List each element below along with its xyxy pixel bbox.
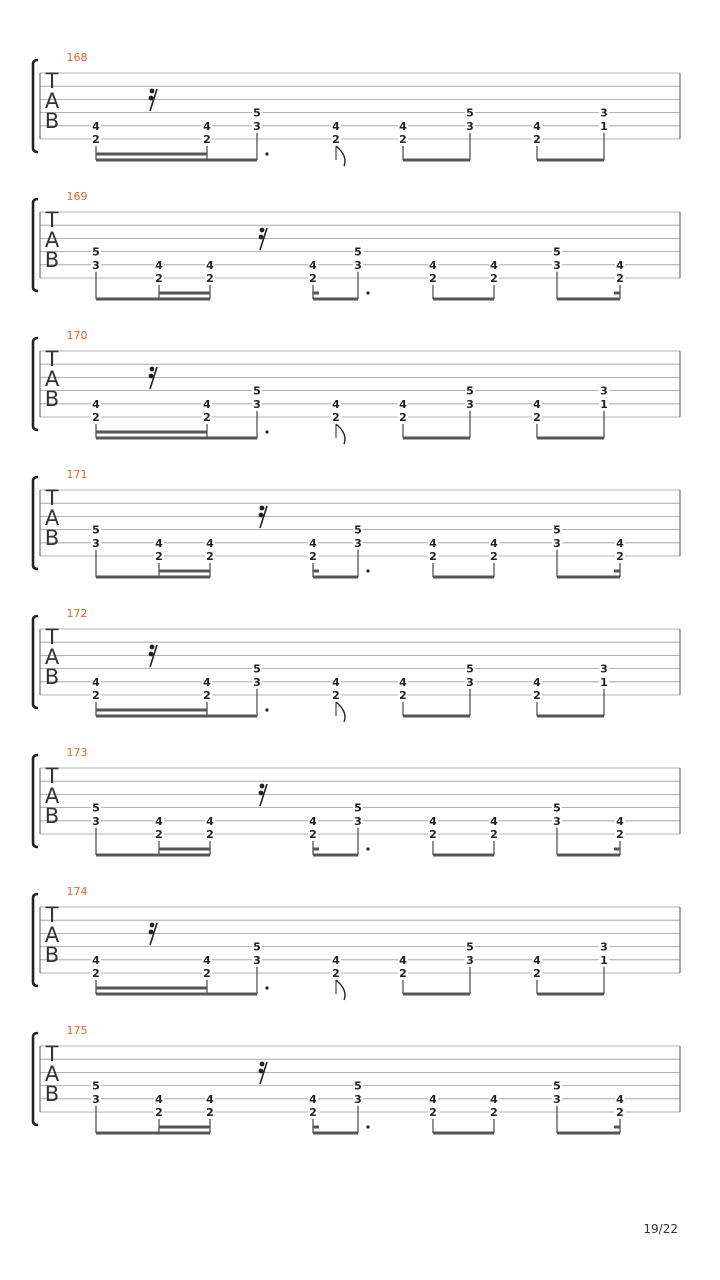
tab-clef-letter: T [45, 1042, 59, 1066]
eighth-flag-icon [336, 980, 345, 1000]
tab-clef-letter: A [44, 89, 60, 113]
fret-number: 5 [354, 801, 362, 815]
fret-number: 2 [429, 1106, 437, 1119]
sixteenth-beam [159, 848, 210, 851]
beam [403, 993, 470, 996]
fret-number: 4 [429, 1092, 437, 1106]
fret-number: 1 [600, 119, 608, 133]
fret-number: 2 [203, 967, 211, 980]
system-bracket [33, 338, 38, 430]
tab-clef-letter: T [45, 69, 59, 93]
rhythm-dot [366, 569, 369, 572]
sixteenth-beam [159, 292, 210, 295]
measure-number: 170 [66, 329, 88, 342]
fret-number: 2 [206, 1106, 214, 1119]
measure-number: 175 [66, 1024, 88, 1037]
fret-number: 1 [600, 953, 608, 967]
beam [557, 576, 620, 579]
fret-number: 4 [155, 1092, 163, 1106]
tab-clef-letter: T [45, 208, 59, 232]
fret-number: 5 [553, 1079, 561, 1093]
fret-number: 2 [399, 689, 407, 702]
beam [537, 993, 604, 996]
rest-dot [260, 228, 265, 233]
beam [537, 159, 604, 162]
tab-clef-letter: A [44, 228, 60, 252]
sixteenth-beam [159, 570, 210, 573]
rest-dot [150, 367, 155, 372]
beam [433, 576, 494, 579]
tab-clef-letter: B [44, 665, 60, 689]
fret-number: 2 [155, 272, 163, 285]
beam [313, 854, 358, 857]
sixteenth-beam-stub [614, 292, 620, 295]
system-bracket [33, 60, 38, 152]
fret-number: 4 [309, 1092, 317, 1106]
sixteenth-beam [96, 431, 207, 434]
fret-number: 2 [399, 133, 407, 146]
fret-number: 4 [332, 119, 340, 133]
beam [96, 576, 210, 579]
fret-number: 4 [92, 119, 100, 133]
measure-number: 173 [66, 746, 88, 759]
tab-clef-letter: A [44, 784, 60, 808]
fret-number: 4 [616, 1092, 624, 1106]
fret-number: 4 [155, 258, 163, 272]
tab-clef-letter: A [44, 923, 60, 947]
tab-clef-letter: B [44, 526, 60, 550]
rest-dot [149, 96, 154, 101]
beam [433, 1132, 494, 1135]
rest-dot [259, 513, 264, 518]
system-bracket [33, 894, 38, 986]
fret-number: 4 [92, 675, 100, 689]
fret-number: 2 [92, 689, 100, 702]
fret-number: 5 [253, 662, 261, 676]
fret-number: 4 [203, 675, 211, 689]
rest-dot [259, 1069, 264, 1074]
fret-number: 2 [533, 411, 541, 424]
system-bracket [33, 755, 38, 847]
tab-clef-letter: B [44, 109, 60, 133]
fret-number: 5 [253, 384, 261, 398]
rest-dot [149, 652, 154, 657]
fret-number: 2 [533, 133, 541, 146]
sixteenth-beam [96, 709, 207, 712]
fret-number: 2 [616, 550, 624, 563]
fret-number: 2 [206, 550, 214, 563]
tab-clef-letter: T [45, 347, 59, 371]
fret-number: 3 [553, 814, 561, 828]
fret-number: 5 [466, 662, 474, 676]
page-number: 19/22 [643, 1222, 678, 1236]
fret-number: 2 [203, 133, 211, 146]
fret-number: 2 [429, 828, 437, 841]
fret-number: 1 [600, 675, 608, 689]
fret-number: 2 [332, 133, 340, 146]
rest-dot [260, 784, 265, 789]
fret-number: 3 [92, 536, 100, 550]
fret-number: 3 [92, 258, 100, 272]
measure-number: 174 [66, 885, 88, 898]
fret-number: 3 [466, 675, 474, 689]
rhythm-dot [265, 430, 268, 433]
fret-number: 2 [203, 411, 211, 424]
fret-number: 5 [92, 801, 100, 815]
fret-number: 3 [92, 1092, 100, 1106]
fret-number: 2 [155, 828, 163, 841]
fret-number: 3 [466, 953, 474, 967]
fret-number: 2 [490, 272, 498, 285]
fret-number: 4 [332, 675, 340, 689]
fret-number: 2 [490, 1106, 498, 1119]
fret-number: 2 [155, 1106, 163, 1119]
rest-dot [149, 374, 154, 379]
beam [403, 437, 470, 440]
fret-number: 2 [309, 1106, 317, 1119]
tab-clef-letter: A [44, 367, 60, 391]
system-bracket [33, 616, 38, 708]
fret-number: 3 [553, 258, 561, 272]
fret-number: 3 [92, 814, 100, 828]
fret-number: 1 [600, 397, 608, 411]
sixteenth-beam-stub [313, 848, 319, 851]
fret-number: 5 [354, 245, 362, 259]
fret-number: 4 [490, 814, 498, 828]
fret-number: 3 [600, 384, 608, 398]
fret-number: 5 [92, 245, 100, 259]
beam [557, 854, 620, 857]
fret-number: 2 [332, 689, 340, 702]
fret-number: 3 [553, 536, 561, 550]
rhythm-dot [265, 708, 268, 711]
fret-number: 4 [429, 536, 437, 550]
fret-number: 2 [490, 828, 498, 841]
beam [96, 1132, 210, 1135]
fret-number: 5 [92, 523, 100, 537]
fret-number: 3 [354, 814, 362, 828]
eighth-flag-icon [336, 146, 345, 166]
fret-number: 4 [92, 953, 100, 967]
measure-number: 171 [66, 468, 88, 481]
tab-clef-letter: T [45, 903, 59, 927]
fret-number: 2 [399, 411, 407, 424]
sixteenth-beam [96, 987, 207, 990]
fret-number: 5 [553, 801, 561, 815]
sixteenth-beam [159, 1126, 210, 1129]
rest-dot [149, 930, 154, 935]
fret-number: 4 [92, 397, 100, 411]
beam [313, 298, 358, 301]
fret-number: 5 [253, 940, 261, 954]
fret-number: 3 [354, 536, 362, 550]
beam [96, 159, 257, 162]
beam [313, 1132, 358, 1135]
sixteenth-beam-stub [614, 570, 620, 573]
fret-number: 2 [203, 689, 211, 702]
fret-number: 4 [533, 675, 541, 689]
system-bracket [33, 199, 38, 291]
fret-number: 2 [206, 272, 214, 285]
fret-number: 4 [429, 814, 437, 828]
fret-number: 4 [332, 953, 340, 967]
beam [433, 298, 494, 301]
fret-number: 2 [92, 967, 100, 980]
fret-number: 4 [399, 397, 407, 411]
fret-number: 4 [429, 258, 437, 272]
beam [537, 437, 604, 440]
rest-dot [259, 235, 264, 240]
system-bracket [33, 477, 38, 569]
fret-number: 2 [92, 133, 100, 146]
tab-clef-letter: A [44, 1062, 60, 1086]
beam [96, 854, 210, 857]
fret-number: 5 [553, 245, 561, 259]
rest-dot [260, 506, 265, 511]
fret-number: 3 [600, 106, 608, 120]
fret-number: 4 [206, 1092, 214, 1106]
fret-number: 4 [399, 675, 407, 689]
fret-number: 4 [309, 536, 317, 550]
rest-dot [150, 645, 155, 650]
fret-number: 3 [354, 258, 362, 272]
tab-clef-letter: B [44, 943, 60, 967]
sixteenth-beam-stub [614, 1126, 620, 1129]
fret-number: 5 [466, 106, 474, 120]
beam [557, 1132, 620, 1135]
fret-number: 5 [466, 940, 474, 954]
fret-number: 4 [616, 258, 624, 272]
fret-number: 3 [253, 953, 261, 967]
fret-number: 4 [309, 258, 317, 272]
fret-number: 2 [399, 967, 407, 980]
fret-number: 2 [206, 828, 214, 841]
tab-clef-letter: B [44, 387, 60, 411]
beam [403, 715, 470, 718]
fret-number: 4 [616, 814, 624, 828]
tab-clef-letter: B [44, 248, 60, 272]
rest-dot [150, 923, 155, 928]
rhythm-dot [366, 847, 369, 850]
sixteenth-beam-stub [614, 848, 620, 851]
fret-number: 5 [92, 1079, 100, 1093]
fret-number: 3 [253, 119, 261, 133]
sixteenth-beam-stub [313, 1126, 319, 1129]
measure-number: 168 [66, 51, 88, 64]
fret-number: 3 [466, 397, 474, 411]
tab-clef-letter: B [44, 1082, 60, 1106]
tab-clef-letter: A [44, 645, 60, 669]
fret-number: 2 [309, 272, 317, 285]
fret-number: 3 [600, 940, 608, 954]
fret-number: 4 [533, 119, 541, 133]
tab-clef-letter: T [45, 625, 59, 649]
rhythm-dot [265, 152, 268, 155]
fret-number: 5 [466, 384, 474, 398]
fret-number: 4 [490, 258, 498, 272]
fret-number: 2 [155, 550, 163, 563]
fret-number: 2 [429, 272, 437, 285]
fret-number: 4 [203, 953, 211, 967]
fret-number: 4 [533, 397, 541, 411]
fret-number: 4 [309, 814, 317, 828]
fret-number: 3 [553, 1092, 561, 1106]
rhythm-dot [265, 986, 268, 989]
measure-number: 172 [66, 607, 88, 620]
fret-number: 2 [309, 828, 317, 841]
fret-number: 3 [600, 662, 608, 676]
fret-number: 3 [354, 1092, 362, 1106]
fret-number: 2 [616, 1106, 624, 1119]
tab-clef-letter: T [45, 764, 59, 788]
fret-number: 4 [332, 397, 340, 411]
fret-number: 5 [253, 106, 261, 120]
fret-number: 5 [553, 523, 561, 537]
measure-number: 169 [66, 190, 88, 203]
beam [403, 159, 470, 162]
beam [313, 576, 358, 579]
fret-number: 4 [155, 536, 163, 550]
system-bracket [33, 1033, 38, 1125]
fret-number: 2 [332, 967, 340, 980]
tab-clef-letter: T [45, 486, 59, 510]
fret-number: 5 [354, 523, 362, 537]
eighth-flag-icon [336, 424, 345, 444]
sixteenth-beam [96, 153, 207, 156]
fret-number: 2 [490, 550, 498, 563]
fret-number: 2 [309, 550, 317, 563]
fret-number: 4 [490, 536, 498, 550]
fret-number: 4 [203, 397, 211, 411]
fret-number: 2 [616, 272, 624, 285]
rest-dot [259, 791, 264, 796]
sixteenth-beam-stub [313, 570, 319, 573]
fret-number: 4 [399, 953, 407, 967]
fret-number: 4 [399, 119, 407, 133]
fret-number: 2 [332, 411, 340, 424]
fret-number: 4 [206, 814, 214, 828]
fret-number: 2 [533, 967, 541, 980]
beam [537, 715, 604, 718]
fret-number: 3 [253, 675, 261, 689]
beam [96, 437, 257, 440]
fret-number: 4 [616, 536, 624, 550]
beam [96, 993, 257, 996]
fret-number: 4 [533, 953, 541, 967]
beam [557, 298, 620, 301]
fret-number: 4 [155, 814, 163, 828]
tab-clef-letter: A [44, 506, 60, 530]
fret-number: 4 [206, 258, 214, 272]
fret-number: 3 [253, 397, 261, 411]
eighth-flag-icon [336, 702, 345, 722]
fret-number: 5 [354, 1079, 362, 1093]
fret-number: 2 [533, 689, 541, 702]
beam [96, 298, 210, 301]
rhythm-dot [366, 1125, 369, 1128]
beam [433, 854, 494, 857]
fret-number: 2 [92, 411, 100, 424]
fret-number: 3 [466, 119, 474, 133]
fret-number: 4 [490, 1092, 498, 1106]
sixteenth-beam-stub [313, 292, 319, 295]
tab-clef-letter: B [44, 804, 60, 828]
beam [96, 715, 257, 718]
rest-dot [260, 1062, 265, 1067]
rhythm-dot [366, 291, 369, 294]
fret-number: 2 [616, 828, 624, 841]
fret-number: 4 [203, 119, 211, 133]
rest-dot [150, 89, 155, 94]
fret-number: 4 [206, 536, 214, 550]
fret-number: 2 [429, 550, 437, 563]
